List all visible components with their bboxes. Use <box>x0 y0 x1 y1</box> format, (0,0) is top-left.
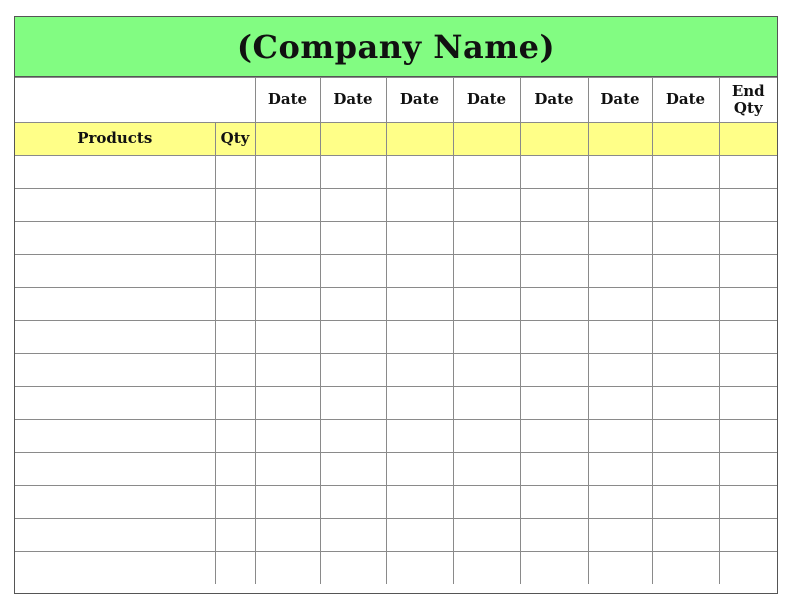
date-header-6[interactable]: Date <box>588 78 652 123</box>
table-cell[interactable] <box>386 552 453 585</box>
date-header-row <box>15 78 777 123</box>
table-cell[interactable] <box>520 387 588 420</box>
label-cell <box>719 123 777 156</box>
table-cell[interactable] <box>453 552 520 585</box>
table-cell[interactable] <box>215 156 255 189</box>
table-cell[interactable] <box>652 420 719 453</box>
label-header-row <box>15 123 777 156</box>
table-cell[interactable] <box>255 552 320 585</box>
table-cell[interactable] <box>15 387 215 420</box>
inventory-sheet <box>14 16 778 594</box>
table-cell[interactable] <box>386 486 453 519</box>
table-cell[interactable] <box>719 255 777 288</box>
table-cell[interactable] <box>255 255 320 288</box>
table-cell[interactable] <box>386 453 453 486</box>
table-row <box>15 519 777 552</box>
table-cell[interactable] <box>215 486 255 519</box>
table-cell[interactable] <box>255 420 320 453</box>
table-cell[interactable] <box>215 255 255 288</box>
table-cell[interactable] <box>386 156 453 189</box>
table-cell[interactable] <box>255 387 320 420</box>
table-cell[interactable] <box>588 321 652 354</box>
table-cell[interactable] <box>453 189 520 222</box>
table-cell[interactable] <box>215 519 255 552</box>
table-cell[interactable] <box>453 519 520 552</box>
date-header-4[interactable]: Date <box>453 78 520 123</box>
table-cell[interactable] <box>386 420 453 453</box>
table-cell[interactable] <box>255 453 320 486</box>
table-cell[interactable] <box>320 288 386 321</box>
table-cell[interactable] <box>588 486 652 519</box>
table-body <box>15 156 777 585</box>
table-cell[interactable] <box>15 486 215 519</box>
table-cell[interactable] <box>588 519 652 552</box>
table-cell[interactable] <box>15 156 215 189</box>
table-cell[interactable] <box>652 354 719 387</box>
table-cell[interactable] <box>386 354 453 387</box>
table-cell[interactable] <box>719 420 777 453</box>
label-cell <box>386 123 453 156</box>
table-cell[interactable] <box>215 420 255 453</box>
table-cell[interactable] <box>520 486 588 519</box>
table-cell[interactable] <box>255 486 320 519</box>
label-cell <box>255 123 320 156</box>
table-cell[interactable] <box>652 453 719 486</box>
table-cell[interactable] <box>453 156 520 189</box>
table-cell[interactable] <box>588 288 652 321</box>
table-cell[interactable] <box>453 255 520 288</box>
table-cell[interactable] <box>652 321 719 354</box>
title-bar <box>15 17 777 77</box>
table-cell[interactable] <box>386 387 453 420</box>
label-cell <box>520 123 588 156</box>
table-cell[interactable] <box>15 222 215 255</box>
inventory-table <box>15 77 777 584</box>
table-cell[interactable] <box>215 354 255 387</box>
table-row <box>15 387 777 420</box>
table-cell[interactable] <box>215 222 255 255</box>
table-cell[interactable] <box>719 354 777 387</box>
date-header-3[interactable]: Date <box>386 78 453 123</box>
table-cell[interactable] <box>255 519 320 552</box>
table-cell[interactable] <box>520 255 588 288</box>
table-cell[interactable] <box>215 453 255 486</box>
table-cell[interactable] <box>255 288 320 321</box>
table-cell[interactable] <box>386 321 453 354</box>
table-cell[interactable] <box>453 354 520 387</box>
table-row <box>15 255 777 288</box>
table-cell[interactable] <box>15 189 215 222</box>
table-cell[interactable] <box>320 354 386 387</box>
table-cell[interactable] <box>652 486 719 519</box>
table-cell[interactable] <box>588 255 652 288</box>
table-cell[interactable] <box>652 222 719 255</box>
table-cell[interactable] <box>520 189 588 222</box>
table-row <box>15 552 777 585</box>
table-cell[interactable] <box>520 156 588 189</box>
empty-corner-cell <box>15 78 255 123</box>
label-cell <box>320 123 386 156</box>
table-cell[interactable] <box>719 519 777 552</box>
table-cell[interactable] <box>15 288 215 321</box>
end-qty-line2: Qty <box>733 99 763 117</box>
qty-header: Qty <box>215 123 255 156</box>
table-cell[interactable] <box>652 288 719 321</box>
table-cell[interactable] <box>520 552 588 585</box>
table-cell[interactable] <box>320 189 386 222</box>
table-cell[interactable] <box>320 453 386 486</box>
date-header-7[interactable]: Date <box>652 78 719 123</box>
table-cell[interactable] <box>15 354 215 387</box>
table-row <box>15 453 777 486</box>
table-cell[interactable] <box>15 453 215 486</box>
table-cell[interactable] <box>652 255 719 288</box>
table-cell[interactable] <box>215 288 255 321</box>
table-cell[interactable] <box>453 453 520 486</box>
end-qty-header <box>719 78 777 123</box>
table-cell[interactable] <box>588 189 652 222</box>
table-row <box>15 222 777 255</box>
table-cell[interactable] <box>588 420 652 453</box>
table-cell[interactable] <box>255 156 320 189</box>
table-row <box>15 288 777 321</box>
table-cell[interactable] <box>520 222 588 255</box>
label-cell <box>652 123 719 156</box>
table-cell[interactable] <box>320 552 386 585</box>
products-header: Products <box>15 123 215 156</box>
table-cell[interactable] <box>453 486 520 519</box>
table-cell[interactable] <box>215 189 255 222</box>
table-cell[interactable] <box>520 321 588 354</box>
table-cell[interactable] <box>520 354 588 387</box>
table-cell[interactable] <box>320 255 386 288</box>
end-qty-line1: End <box>731 81 765 100</box>
table-cell[interactable] <box>386 519 453 552</box>
table-cell[interactable] <box>15 321 215 354</box>
table-cell[interactable] <box>652 519 719 552</box>
table-cell[interactable] <box>453 387 520 420</box>
table-cell[interactable] <box>320 387 386 420</box>
table-cell[interactable] <box>15 552 215 585</box>
table-row <box>15 486 777 519</box>
table-cell[interactable] <box>719 189 777 222</box>
table-cell[interactable] <box>719 321 777 354</box>
table-row <box>15 420 777 453</box>
table-cell[interactable] <box>453 321 520 354</box>
table-cell[interactable] <box>588 156 652 189</box>
table-cell[interactable] <box>520 420 588 453</box>
table-cell[interactable] <box>588 222 652 255</box>
table-cell[interactable] <box>320 222 386 255</box>
table-cell[interactable] <box>215 387 255 420</box>
company-name-title: (Company Name) <box>236 27 556 66</box>
table-row <box>15 321 777 354</box>
table-cell[interactable] <box>320 519 386 552</box>
table-cell[interactable] <box>320 486 386 519</box>
table-cell[interactable] <box>719 288 777 321</box>
table-cell[interactable] <box>652 189 719 222</box>
table-cell[interactable] <box>320 420 386 453</box>
label-cell <box>453 123 520 156</box>
table-cell[interactable] <box>386 222 453 255</box>
table-cell[interactable] <box>719 156 777 189</box>
table-cell[interactable] <box>588 453 652 486</box>
table-cell[interactable] <box>320 321 386 354</box>
table-cell[interactable] <box>588 354 652 387</box>
table-cell[interactable] <box>453 420 520 453</box>
table-cell[interactable] <box>255 222 320 255</box>
table-cell[interactable] <box>520 519 588 552</box>
table-cell[interactable] <box>255 321 320 354</box>
table-cell[interactable] <box>520 288 588 321</box>
table-cell[interactable] <box>386 288 453 321</box>
table-row <box>15 354 777 387</box>
table-row <box>15 189 777 222</box>
date-header-5[interactable]: Date <box>520 78 588 123</box>
table-cell[interactable] <box>15 255 215 288</box>
table-cell[interactable] <box>520 453 588 486</box>
table-cell[interactable] <box>719 222 777 255</box>
table-cell[interactable] <box>255 354 320 387</box>
table-cell[interactable] <box>15 420 215 453</box>
table-cell[interactable] <box>386 255 453 288</box>
table-cell[interactable] <box>453 222 520 255</box>
table-cell[interactable] <box>320 156 386 189</box>
date-header-1[interactable]: Date <box>255 78 320 123</box>
table-cell[interactable] <box>652 552 719 585</box>
table-cell[interactable] <box>15 519 215 552</box>
table-cell[interactable] <box>719 453 777 486</box>
table-cell[interactable] <box>453 288 520 321</box>
table-cell[interactable] <box>215 552 255 585</box>
table-cell[interactable] <box>588 387 652 420</box>
table-cell[interactable] <box>386 189 453 222</box>
table-cell[interactable] <box>215 321 255 354</box>
label-cell <box>588 123 652 156</box>
table-cell[interactable] <box>255 189 320 222</box>
date-header-2[interactable]: Date <box>320 78 386 123</box>
table-cell[interactable] <box>652 387 719 420</box>
table-cell[interactable] <box>652 156 719 189</box>
table-cell[interactable] <box>719 552 777 585</box>
table-cell[interactable] <box>588 552 652 585</box>
table-cell[interactable] <box>719 387 777 420</box>
table-cell[interactable] <box>719 486 777 519</box>
table-row <box>15 156 777 189</box>
